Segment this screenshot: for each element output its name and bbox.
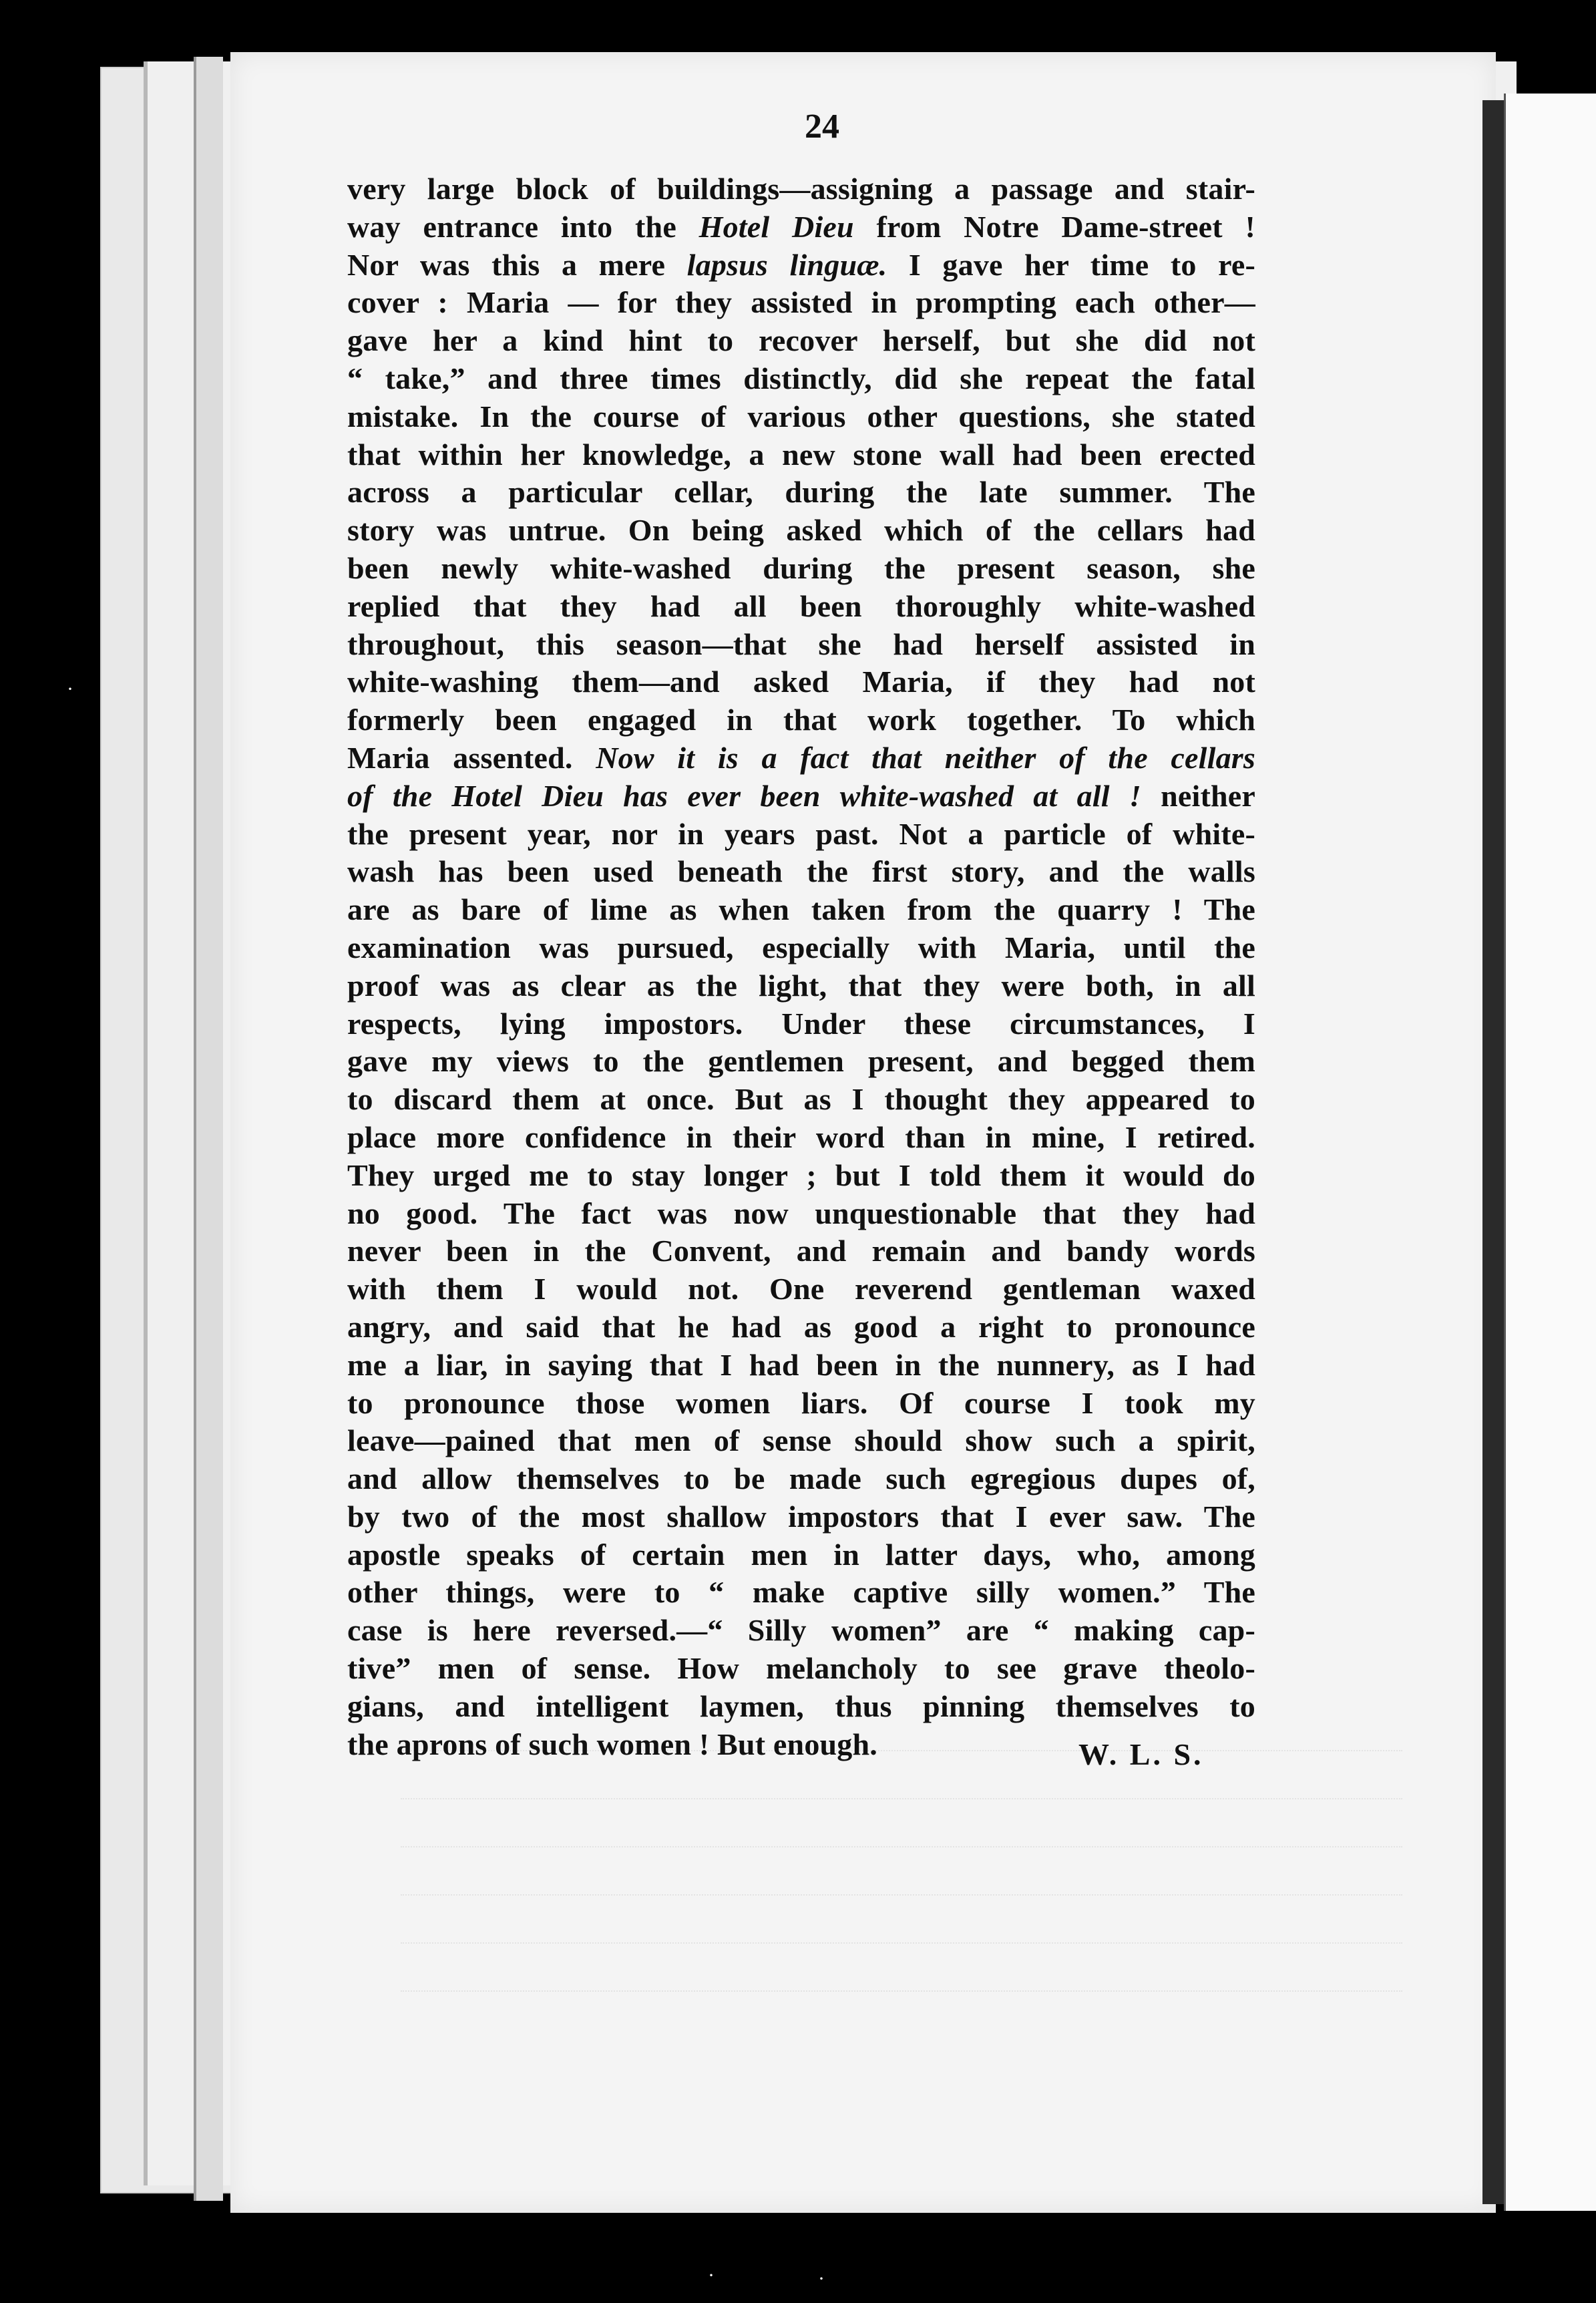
text-segment: with them I would not. One reverend gentleman waxed <box>347 1272 1255 1306</box>
text-line <box>347 1308 1255 1347</box>
scan-speck: · <box>708 2264 715 2286</box>
text-segment: formerly been engaged in that work together. To which <box>347 703 1255 737</box>
text-line <box>347 1081 1255 1119</box>
text-segment: never been in the Convent, and remain and bandy words <box>347 1234 1255 1268</box>
italic-text-segment: of the Hotel Dieu has ever been white-washed at all ! <box>347 778 1141 813</box>
italic-text-segment: Hotel Dieu <box>699 209 854 244</box>
text-line <box>347 1612 1255 1650</box>
text-line <box>347 1043 1255 1081</box>
text-segment: Nor was this a mere <box>347 247 687 282</box>
text-line <box>347 1270 1255 1308</box>
text-segment: apostle speaks of certain men in latter days, who, among <box>347 1537 1255 1572</box>
text-segment: the present year, nor in years past. Not a particle of white- <box>347 816 1255 851</box>
text-line <box>347 1460 1255 1498</box>
text-segment: case is here reversed.—“ Silly women” are “ making cap- <box>347 1613 1255 1648</box>
text-segment: respects, lying impostors. Under these circumstances, I <box>347 1006 1255 1041</box>
text-segment: place more confidence in their word than in mine, I retired. <box>347 1119 1255 1154</box>
text-segment: gave her a kind hint to recover herself, but she did not <box>347 323 1255 358</box>
text-line <box>347 284 1255 322</box>
text-line <box>347 512 1255 550</box>
text-line <box>347 1536 1255 1574</box>
facing-page-margin <box>1504 94 1596 2211</box>
text-line <box>347 929 1255 967</box>
text-line <box>347 1650 1255 1688</box>
text-line <box>347 322 1255 360</box>
text-line <box>347 1005 1255 1043</box>
text-line <box>347 246 1255 285</box>
text-line <box>347 1498 1255 1536</box>
text-segment: white-washing them—and asked Maria, if they had not <box>347 665 1255 699</box>
italic-text-segment: Now it is a fact that neither of the cellars <box>596 740 1255 775</box>
text-segment: from Notre Dame-street ! <box>853 209 1255 244</box>
text-line <box>347 550 1255 588</box>
text-line <box>347 1385 1255 1423</box>
text-segment: examination was pursued, especially with Maria, until the <box>347 930 1255 964</box>
text-line <box>347 1422 1255 1460</box>
text-line <box>347 777 1255 816</box>
text-segment: been newly white-washed during the present season, she <box>347 550 1255 585</box>
text-segment: proof was as clear as the light, that they were both, in all <box>347 968 1255 1003</box>
text-segment: cover : Maria — for they assisted in prompting each other— <box>347 285 1255 320</box>
text-segment: are as bare of lime as when taken from the quarry ! The <box>347 892 1255 927</box>
text-line <box>347 663 1255 701</box>
text-line <box>347 626 1255 664</box>
scan-speck: · <box>818 2268 825 2290</box>
text-segment: by two of the most shallow impostors that I ever saw. The <box>347 1499 1255 1534</box>
text-segment: no good. The fact was now unquestionable that they had <box>347 1196 1255 1230</box>
text-segment: way entrance into the <box>347 209 699 244</box>
text-line <box>347 853 1255 891</box>
text-line <box>347 701 1255 739</box>
text-line <box>347 436 1255 474</box>
text-segment: Maria assented. <box>347 740 596 775</box>
text-segment: me a liar, in saying that I had been in the nunnery, as I had <box>347 1347 1255 1382</box>
body-text <box>347 170 1255 1763</box>
text-line <box>347 739 1255 777</box>
text-segment: angry, and said that he had as good a right to pronounce <box>347 1309 1255 1344</box>
text-segment: story was untrue. On being asked which of the cellars had <box>347 513 1255 548</box>
text-segment: They urged me to stay longer ; but I told them it would do <box>347 1158 1255 1192</box>
text-line <box>347 967 1255 1005</box>
text-segment: gave my views to the gentlemen present, and begged them <box>347 1044 1255 1079</box>
text-segment: that within her knowledge, a new stone wall had been erected <box>347 437 1255 472</box>
text-segment: gians, and intelligent laymen, thus pinning themselves to <box>347 1689 1255 1723</box>
text-line <box>347 474 1255 512</box>
text-line <box>347 1232 1255 1270</box>
text-line <box>347 1195 1255 1233</box>
page-number: 24 <box>805 108 839 146</box>
text-line <box>347 891 1255 929</box>
text-segment: “ take,” and three times distinctly, did she repeat the fatal <box>347 361 1255 395</box>
text-line <box>347 1119 1255 1157</box>
text-line <box>347 360 1255 398</box>
text-segment: across a particular cellar, during the late summer. The <box>347 475 1255 510</box>
text-segment: neither <box>1141 778 1255 813</box>
text-segment: very large block of buildings—assigning a passage and stair- <box>347 172 1255 206</box>
text-segment: to pronounce those women liars. Of course I took my <box>347 1385 1255 1420</box>
text-line <box>347 208 1255 246</box>
text-segment: the aprons of such women ! But enough. <box>347 1727 877 1761</box>
text-segment: other things, were to “ make captive silly women.” The <box>347 1575 1255 1610</box>
text-line <box>347 1688 1255 1726</box>
text-segment: I gave her time to re- <box>887 247 1256 282</box>
text-segment: replied that they had all been thoroughly white-washed <box>347 588 1255 623</box>
text-segment: throughout, this season—that she had herself assisted in <box>347 627 1255 661</box>
text-segment: and allow themselves to be made such egregious dupes of, <box>347 1461 1255 1496</box>
text-line <box>347 398 1255 436</box>
text-line <box>347 1574 1255 1612</box>
text-segment: leave—pained that men of sense should show such a spirit, <box>347 1423 1255 1458</box>
text-line <box>347 588 1255 626</box>
book-binding <box>1482 100 1504 2204</box>
text-line <box>347 1157 1255 1195</box>
text-segment: wash has been used beneath the first story, and the walls <box>347 854 1255 889</box>
text-segment: to discard them at once. But as I thought they appeared to <box>347 1082 1255 1117</box>
text-line <box>347 170 1255 208</box>
page-edge <box>194 57 223 2201</box>
text-segment: mistake. In the course of various other questions, she stated <box>347 399 1255 433</box>
scan-speck: · <box>67 678 73 700</box>
text-line <box>347 1347 1255 1385</box>
italic-text-segment: lapsus linguæ. <box>686 247 887 282</box>
signature-initials: W. L. S. <box>1078 1737 1204 1771</box>
text-segment: tive” men of sense. How melancholy to see grave theolo- <box>347 1651 1255 1686</box>
text-line <box>347 816 1255 854</box>
